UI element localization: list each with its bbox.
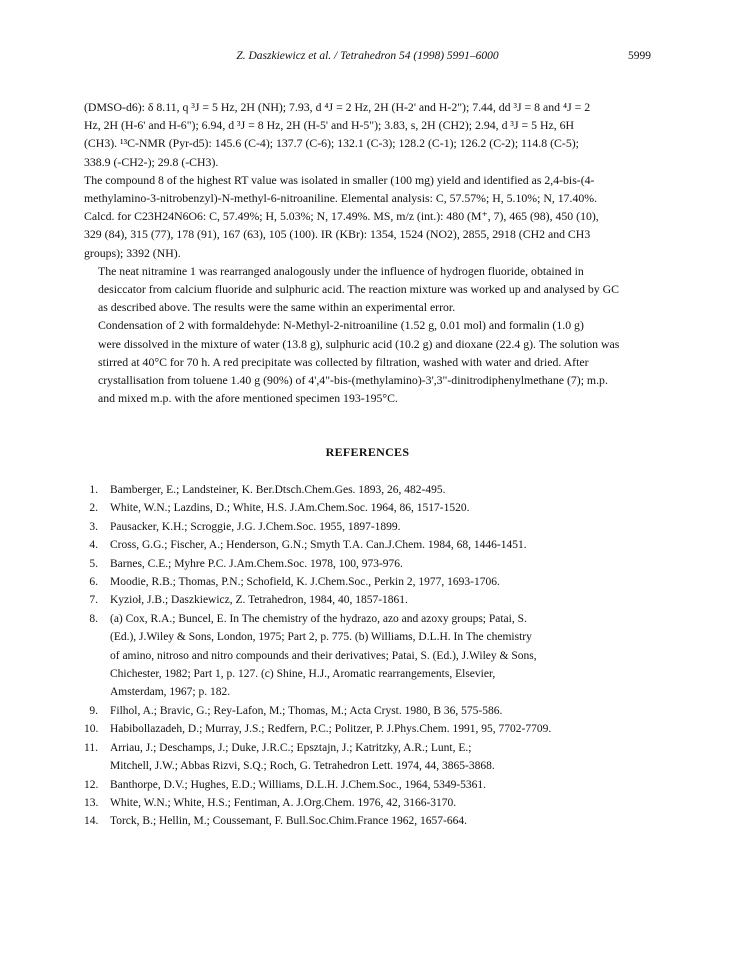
reference-text: Mitchell, J.W.; Abbas Rizvi, S.Q.; Roch, G. Tetrahedron Lett. 1974, 44, 3865-3868.	[110, 760, 495, 773]
reference-item	[84, 776, 651, 794]
text-line: (CH3). ¹³C-NMR (Pyr-d5): 145.6 (C-4); 137.7 (C-6); 132.1 (C-3); 128.2 (C-1); 126.2 (C-2); 114.8 (C-5);	[84, 136, 579, 151]
reference-text: Cross, G.G.; Fischer, A.; Henderson, G.N.; Smyth T.A. Can.J.Chem. 1984, 68, 1446-1451.	[110, 539, 527, 552]
reference-number: 12.	[84, 778, 99, 791]
text-line: (DMSO-d6): δ 8.11, q ³J = 5 Hz, 2H (NH); 7.93, d ⁴J = 2 Hz, 2H (H-2' and H-2"); 7.44, dd ³J = 8 and ⁴J = 2	[84, 100, 591, 114]
reference-text: Moodie, R.B.; Thomas, P.N.; Schofield, K. J.Chem.Soc., Perkin 2, 1977, 1693-1706.	[110, 576, 500, 589]
paragraph-nmr	[84, 98, 651, 171]
reference-text: (Ed.), J.Wiley & Sons, London, 1975; Part 2, p. 775. (b) Williams, D.L.H. In The chemistry	[110, 631, 532, 644]
text-line: as described above. The results were the same within an experimental error.	[98, 300, 456, 315]
reference-number: 3.	[89, 520, 98, 533]
text-line: Calcd. for C23H24N6O6: C, 57.49%; H, 5.03%; N, 17.49%. MS, m/z (int.): 480 (M⁺, 7), 465 (98), 450 (10),	[84, 209, 599, 224]
body-text	[84, 98, 651, 407]
reference-number: 13.	[84, 796, 99, 809]
reference-number: 9.	[89, 704, 98, 717]
text-line: crystallisation from toluene 1.40 g (90%) of 4',4"-bis-(methylamino)-3',3"-dinitrodiphenylmethane (7); m.p.	[98, 373, 608, 388]
reference-item	[84, 739, 651, 776]
reference-number: 10.	[84, 723, 99, 736]
running-title: Z. Daszkiewicz et al. / Tetrahedron 54 (1998) 5991–6000	[236, 50, 499, 62]
reference-text: Arriau, J.; Deschamps, J.; Duke, J.R.C.; Epsztajn, J.; Katritzky, A.R.; Lunt, E.;	[110, 741, 472, 754]
running-header	[84, 50, 651, 68]
paragraph-condensation	[84, 316, 651, 407]
text-line: methylamino-3-nitrobenzyl)-N-methyl-6-nitroaniline. Elemental analysis: C, 57.57%; H, 5.10%; N, 17.40%.	[84, 191, 598, 206]
text-line: groups); 3392 (NH).	[84, 245, 181, 260]
reference-number: 1.	[89, 484, 98, 496]
text-line: and mixed m.p. with the afore mentioned specimen 193-195°C.	[98, 391, 398, 406]
text-line: stirred at 40°C for 70 h. A red precipitate was collected by filtration, washed with water and dried. After	[98, 354, 589, 369]
reference-item	[84, 794, 651, 812]
references-list	[84, 481, 651, 831]
reference-text: Bamberger, E.; Landsteiner, K. Ber.Dtsch.Chem.Ges. 1893, 26, 482-495.	[110, 484, 446, 496]
text-line: 338.9 (-CH2-); 29.8 (-CH3).	[84, 154, 219, 169]
reference-text: of amino, nitroso and nitro compounds and their derivatives; Patai, S. (Ed.), J.Wiley & Sons,	[110, 649, 537, 662]
reference-item	[84, 812, 651, 830]
reference-number: 2.	[89, 502, 98, 515]
reference-number: 5.	[89, 557, 98, 570]
reference-text: Habibollazadeh, D.; Murray, J.S.; Redfern, P.C.; Politzer, P. J.Phys.Chem. 1991, 95, 7702-7709.	[110, 723, 552, 736]
text-line: 329 (84), 315 (77), 178 (91), 167 (63), 105 (100). IR (KBr): 1354, 1524 (NO2), 2855, 2918 (CH2 and CH3	[84, 227, 591, 242]
reference-number: 6.	[89, 576, 98, 589]
reference-item	[84, 481, 651, 499]
reference-text: Pausacker, K.H.; Scroggie, J.G. J.Chem.Soc. 1955, 1897-1899.	[110, 520, 401, 533]
reference-number: 7.	[89, 594, 98, 607]
reference-item	[84, 610, 651, 702]
reference-text: (a) Cox, R.A.; Buncel, E. In The chemistry of the hydrazo, azo and azoxy groups; Patai, S.	[110, 612, 527, 625]
reference-text: Chichester, 1982; Part 1, p. 127. (c) Shine, H.J., Aromatic rearrangements, Elsevier,	[110, 668, 496, 681]
reference-item	[84, 555, 651, 573]
reference-item	[84, 518, 651, 536]
reference-item	[84, 702, 651, 720]
text-line: desiccator from calcium fluoride and sulphuric acid. The reaction mixture was worked up and analysed by GC	[98, 282, 619, 297]
reference-number: 4.	[89, 539, 98, 552]
reference-item	[84, 536, 651, 554]
reference-number: 11.	[84, 741, 98, 754]
reference-item	[84, 499, 651, 517]
reference-text: Torck, B.; Hellin, M.; Coussemant, F. Bull.Soc.Chim.France 1962, 1657-664.	[110, 815, 467, 828]
reference-text: Barnes, C.E.; Myhre P.C. J.Am.Chem.Soc. 1978, 100, 973-976.	[110, 557, 403, 570]
page-number: 5999	[628, 50, 651, 62]
text-line: The compound 8 of the highest RT value was isolated in smaller (100 mg) yield and identified as 2,4-bis-(4-	[84, 172, 595, 187]
reference-item	[84, 720, 651, 738]
reference-item	[84, 591, 651, 609]
text-line: were dissolved in the mixture of water (13.8 g), sulphuric acid (10.2 g) and dioxane (22.4 g). The solution was	[98, 336, 620, 351]
reference-text: Banthorpe, D.V.; Hughes, E.D.; Williams, D.L.H. J.Chem.Soc., 1964, 5349-5361.	[110, 778, 487, 791]
reference-text: White, W.N.; Lazdins, D.; White, H.S. J.Am.Chem.Soc. 1964, 86, 1517-1520.	[110, 502, 470, 515]
text-line: Hz, 2H (H-6' and H-6"); 6.94, d ³J = 8 Hz, 2H (H-5' and H-5"); 3.83, s, 2H (CH2); 2.94, d ³J = 5 Hz, 6H	[84, 118, 575, 133]
reference-number: 8.	[89, 612, 98, 625]
reference-item	[84, 573, 651, 591]
text-line: The neat nitramine 1 was rearranged analogously under the influence of hydrogen fluoride, obtained in	[98, 263, 584, 278]
reference-text: White, W.N.; White, H.S.; Fentiman, A. J.Org.Chem. 1976, 42, 3166-3170.	[110, 796, 457, 809]
reference-number: 14.	[84, 815, 99, 828]
reference-text: Filhol, A.; Bravic, G.; Rey-Lafon, M.; Thomas, M.; Acta Cryst. 1980, B 36, 575-586.	[110, 704, 503, 717]
paragraph-compound-8	[84, 171, 651, 262]
text-line: Condensation of 2 with formaldehyde: N-Methyl-2-nitroaniline (1.52 g, 0.01 mol) and formalin (1.0 g)	[98, 318, 584, 333]
paragraph-hydrogen-fluoride	[84, 262, 651, 317]
references-heading: REFERENCES	[325, 445, 410, 459]
reference-text: Amsterdam, 1967; p. 182.	[110, 686, 231, 699]
reference-text: Kyzioł, J.B.; Daszkiewicz, Z. Tetrahedron, 1984, 40, 1857-1861.	[110, 594, 408, 607]
